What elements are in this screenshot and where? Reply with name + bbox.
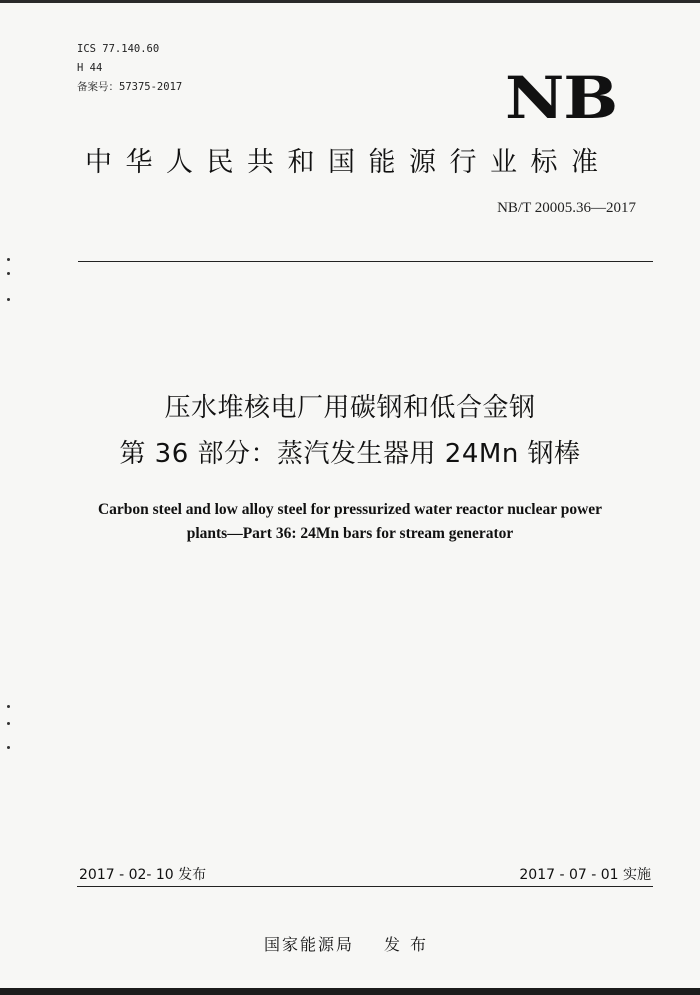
document-meta xyxy=(77,40,182,97)
publisher-name: 国家能源局 xyxy=(263,935,354,954)
filing-number: 备案号：57375-2017 xyxy=(77,81,183,93)
category-code: H 44 xyxy=(77,62,103,74)
margin-dot xyxy=(7,258,10,261)
dates-row xyxy=(77,866,653,887)
publisher-verb: 发布 xyxy=(384,935,437,954)
margin-dot xyxy=(7,746,10,749)
chinese-title-line-2: 第 36 部分：蒸汽发生器用 24Mn 钢棒 xyxy=(119,439,581,469)
header-divider xyxy=(78,261,653,262)
english-title-line-1: Carbon steel and low alloy steel for pressurized water reactor nuclear power xyxy=(97,501,603,518)
margin-dot xyxy=(7,722,10,725)
scan-top-edge xyxy=(0,0,700,3)
publisher-line xyxy=(0,934,700,956)
issue-date: 2017 - 02- 10 发布 xyxy=(79,867,207,883)
margin-dot xyxy=(7,705,10,708)
margin-dot xyxy=(7,298,10,301)
ics-code: ICS 77.140.60 xyxy=(77,43,160,55)
chinese-title-line-1: 压水堆核电厂用碳钢和低合金钢 xyxy=(164,393,536,423)
english-title-line-2: plants—Part 36: 24Mn bars for stream generator xyxy=(186,525,514,542)
implementation-date: 2017 - 07 - 01 实施 xyxy=(519,867,651,883)
scan-bottom-edge xyxy=(0,988,700,995)
nb-logo: NB xyxy=(505,64,618,132)
standard-category-title: 中华人民共和国能源行业标准 xyxy=(85,147,612,178)
standard-number: NB/T 20005.36—2017 xyxy=(497,200,636,216)
margin-dot xyxy=(7,272,10,275)
